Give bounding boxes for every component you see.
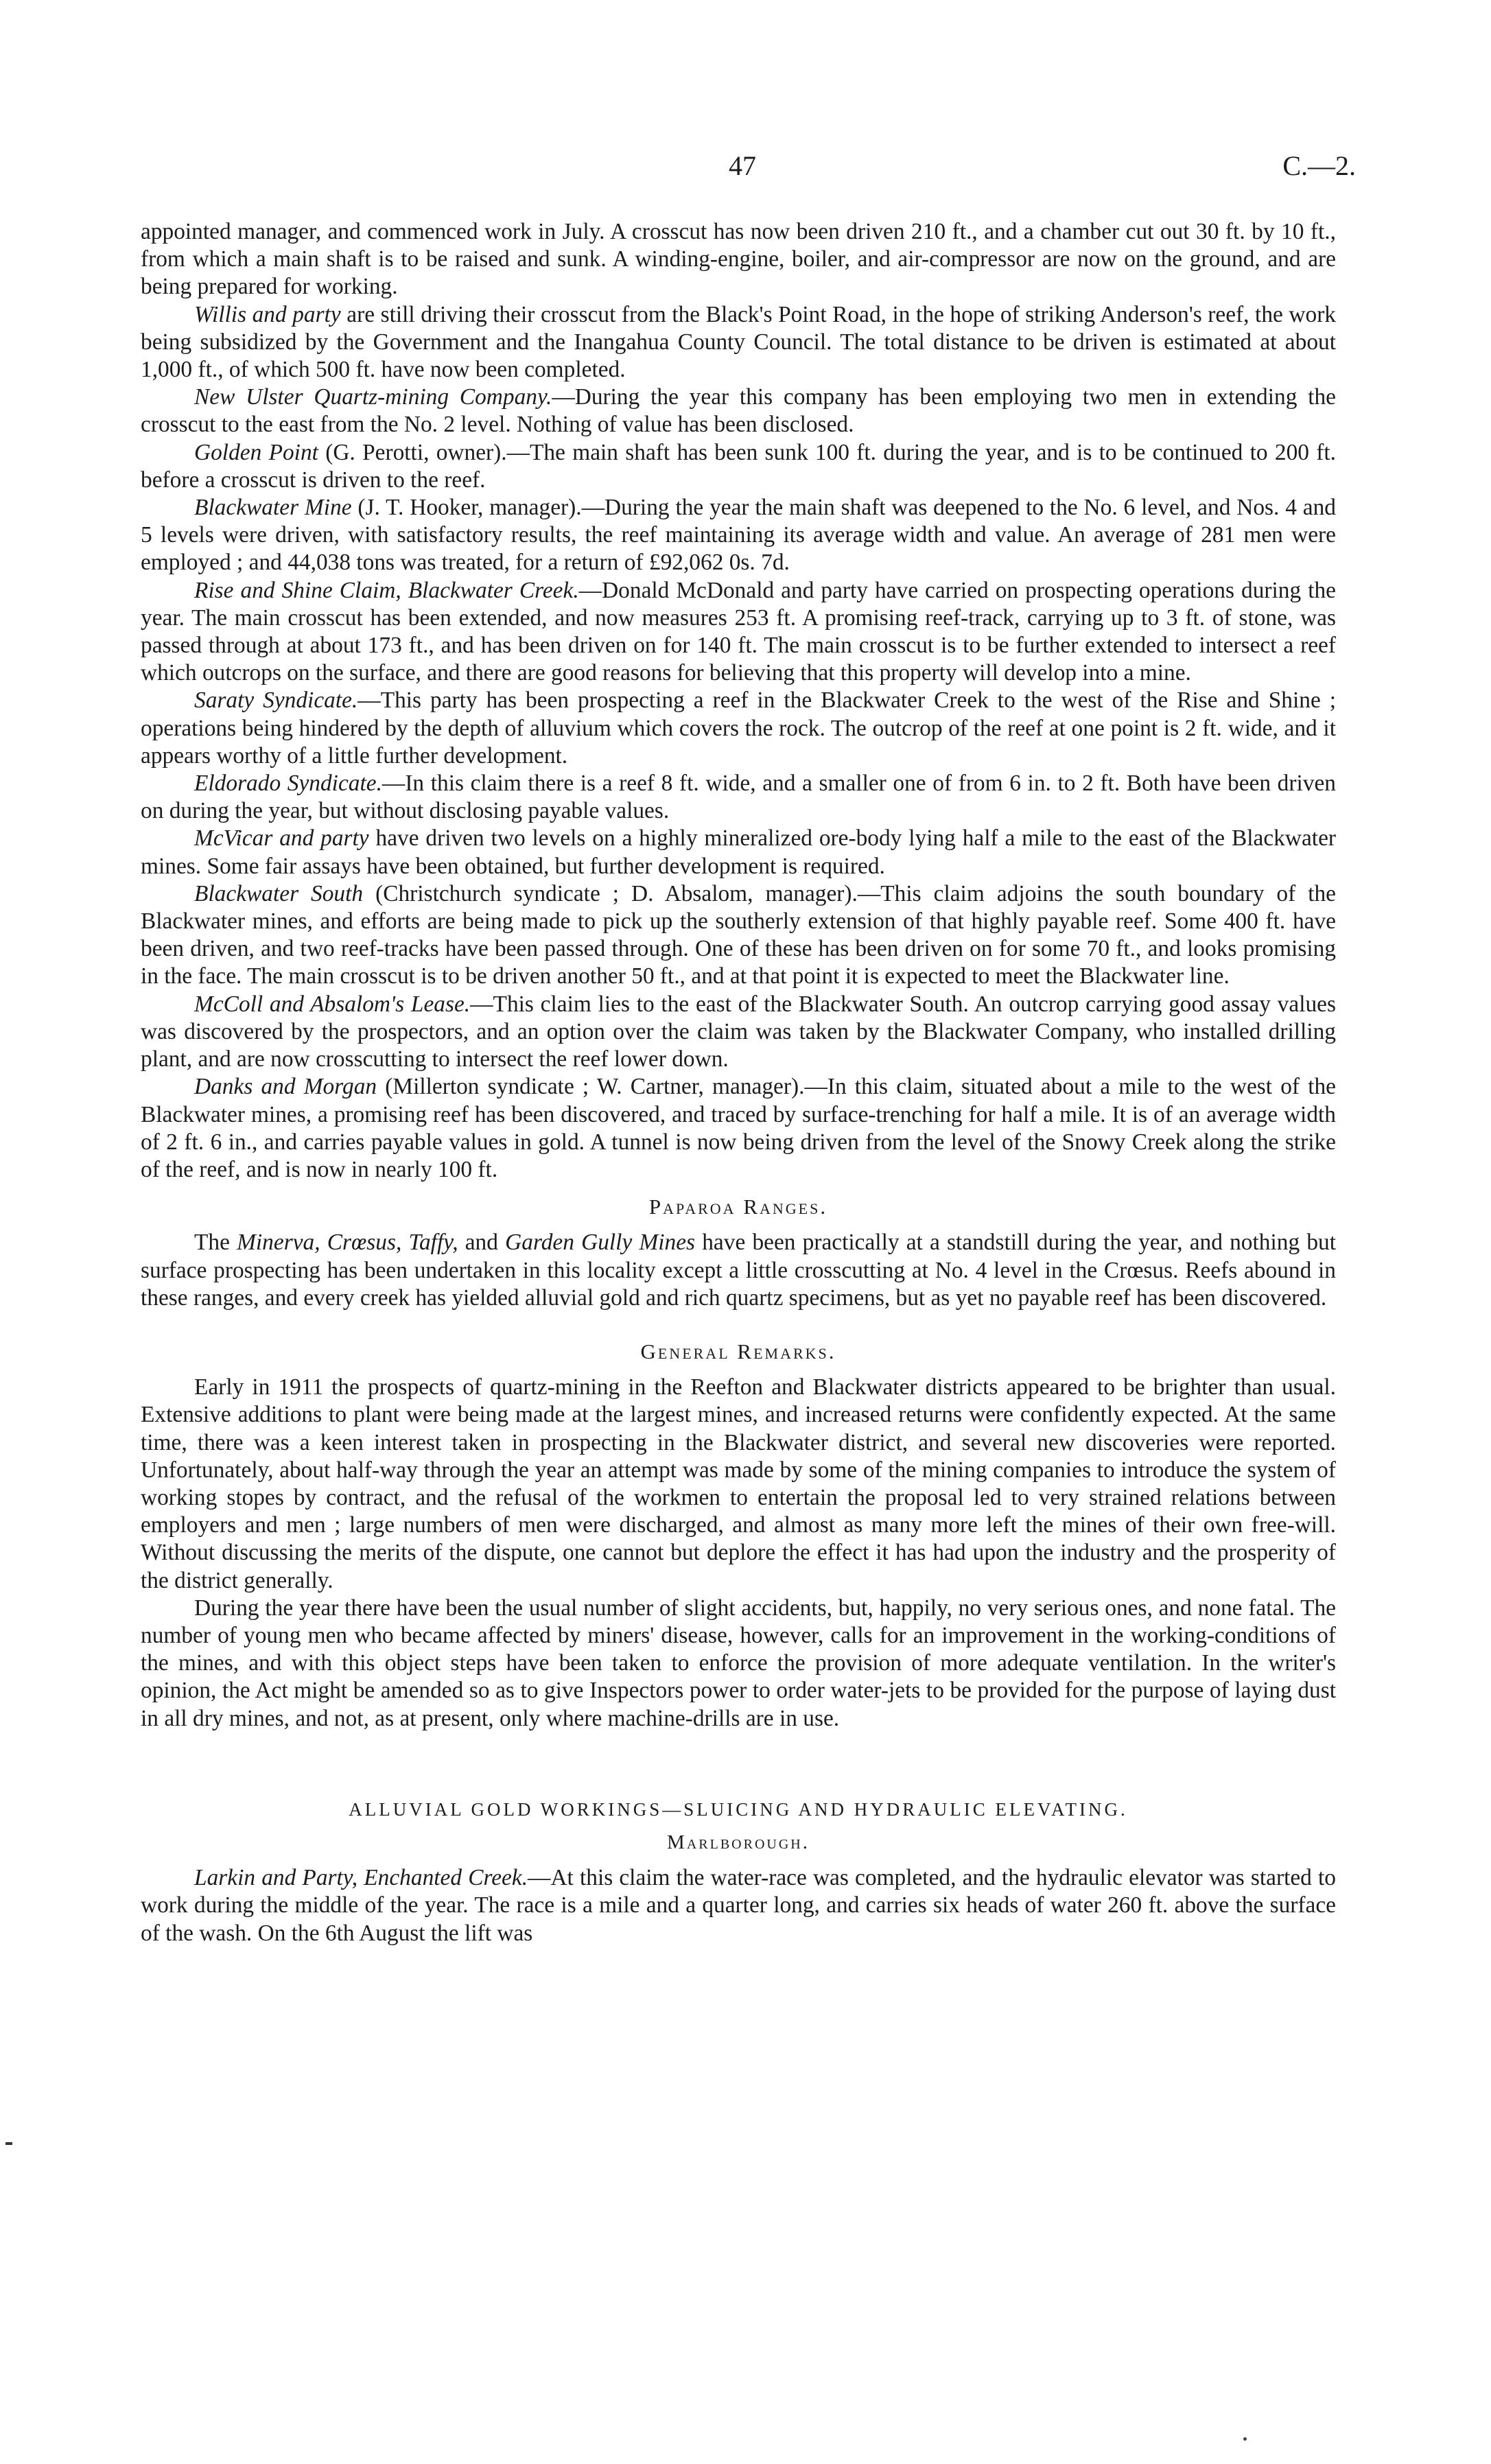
section-heading-paparoa: Paparoa Ranges. bbox=[648, 1195, 828, 1219]
paragraph-golden-point bbox=[141, 439, 1336, 494]
paragraph-text: have driven two levels on a highly mineralized ore-body lying half a mile to the east of the Blackwater mines. Some fair assays have been obtained, but further development is required. bbox=[141, 825, 1337, 879]
paragraph-lead: Blackwater Mine bbox=[194, 495, 352, 521]
paragraph-continued bbox=[141, 218, 1336, 301]
paragraph-mcvicar bbox=[141, 825, 1336, 880]
paragraph-text: During the year there have been the usual number of slight accidents, but, happily, no very serious ones, and none fatal. The number of young men who became affected by miners' disease, however, calls for an improvement in the working-conditions of the mines, and with this object steps have been taken to enforce the provision of more adequate ventilation. In the writer's opinion, the Act might be amended so as to give Inspectors power to order water-jets to be provided for the purpose of laying dust in all dry mines, and not, as at present, only where machine-drills are in use. bbox=[141, 1595, 1336, 1731]
paragraph-text: are still driving their crosscut from the Black's Point Road, in the hope of striking Anderson's reef, the work being subsidized by the Government and the Inangahua County Council. The total distance to be driven is estimated at about 1,000 ft., of which 500 ft. have now been completed. bbox=[141, 301, 1337, 383]
stray-dot-mark bbox=[1243, 2437, 1247, 2441]
paragraph-text: —This party has been prospecting a reef in the Blackwater Creek to the west of the Rise and Shine ; operations being hindered by the depth of alluvium which covers the rock. The outcrop of the reef at one point is 2 ft. wide, and it appears worthy of a little further development. bbox=[141, 688, 1336, 768]
paragraph-text: —Donald McDonald and party have carried on prospecting operations during the year. The main crosscut has been extended, and now measures 253 ft. A promising reef-track, carrying up to 3 ft. of stone, was passed through at about 173 ft., and has been driven on for 140 ft. The main crosscut is to be further extended to intersect a reef which outcrops on the surface, and there are good reasons for believing that this property will develop into a mine. bbox=[141, 577, 1336, 686]
paragraph-mccoll-absalom bbox=[141, 991, 1336, 1074]
paragraph-new-ulster bbox=[141, 384, 1336, 438]
paragraph-text: (J. T. Hooker, manager).—During the year the main shaft was deepened to the No. 6 level, and Nos. 4 and 5 levels were driven, with satisfactory results, the reef maintaining its average width and value. An average of 281 men were employed ; and 44,038 tons was treated, for a return of £92,062 0s. 7d. bbox=[141, 495, 1336, 576]
paragraph-lead: Saraty Syndicate. bbox=[194, 688, 358, 714]
section-heading-alluvial: ALLUVIAL GOLD WORKINGS—SLUICING AND HYDRAULIC ELEVATING. bbox=[349, 1798, 1128, 1820]
document-body bbox=[141, 218, 1336, 1947]
paragraph-text: —In this claim there is a reef 8 ft. wide, and a smaller one of from 6 in. to 2 ft. Both have been driven on during the year, but without disclosing payable values. bbox=[141, 771, 1336, 824]
paragraph-danks-morgan bbox=[141, 1073, 1336, 1184]
paragraph-lead: Garden Gully Mines bbox=[505, 1230, 696, 1256]
paragraph-text: appointed manager, and commenced work in July. A crosscut has now been driven 210 ft., and a chamber cut out 30 ft. by 10 ft., from which a main shaft is to be raised and sunk. A winding-engine, boiler, and air-compressor are now on the ground, and are being prepared for working. bbox=[141, 219, 1336, 300]
paragraph-text: (Millerton syndicate ; W. Cartner, manager).—In this claim, situated about a mile to the west of the Blackwater mines, a promising reef has been discovered, and traced by surface-trenching for half a mile. It is of an average width of 2 ft. 6 in., and carries payable values in gold. A tunnel is now being driven from the level of the Snowy Creek along the strike of the reef, and is now in nearly 100 ft. bbox=[141, 1074, 1337, 1182]
paragraph-willis bbox=[141, 301, 1336, 384]
paragraph-lead: Larkin and Party, Enchanted Creek. bbox=[194, 1865, 528, 1891]
section-heading-general-remarks: General Remarks. bbox=[640, 1339, 836, 1363]
paragraph-eldorado bbox=[141, 770, 1336, 825]
paragraph-paparoa bbox=[141, 1229, 1336, 1312]
series-reference: C.—2. bbox=[1282, 150, 1356, 181]
paragraph-lead: Danks and Morgan bbox=[194, 1074, 377, 1100]
subheading-marlborough: Marlborough. bbox=[667, 1831, 810, 1853]
paragraph-text: —During the year this company has been employing two men in extending the crosscut to the east from the No. 2 level. Nothing of value has been disclosed. bbox=[141, 384, 1336, 438]
paragraph-blackwater-mine bbox=[141, 494, 1336, 577]
paragraph-blackwater-south bbox=[141, 880, 1336, 991]
paragraph-text: Early in 1911 the prospects of quartz-mining in the Reefton and Blackwater districts appeared to be brighter than usual. Extensive additions to plant were being made at the largest mines, and increased returns were confidently expected. At the same time, there was a keen interest taken in prospecting in the Blackwater district, and several new discoveries were reported. Unfortunately, about half-way through the year an attempt was made by some of the mining companies to introduce the system of working stopes by contract, and the refusal of the workmen to entertain the proposal led to very strained relations between employers and men ; large numbers of men were discharged, and almost as many more left the mines of their own free-will. Without discussing the merits of the dispute, one cannot but deplore the effect it has had upon the industry and the prosperity of the district generally. bbox=[141, 1374, 1336, 1593]
paragraph-general-remarks-2 bbox=[141, 1595, 1336, 1733]
paragraph-text: and bbox=[458, 1230, 506, 1256]
paragraph-saraty bbox=[141, 687, 1336, 770]
paragraph-lead: Minerva, Crœsus, Taffy, bbox=[237, 1230, 458, 1256]
margin-mark bbox=[5, 2142, 12, 2145]
paragraph-lead: Willis and party bbox=[194, 301, 341, 327]
paragraph-general-remarks-1 bbox=[141, 1374, 1336, 1595]
paragraph-text: The bbox=[194, 1230, 237, 1256]
paragraph-text: (G. Perotti, owner).—The main shaft has been sunk 100 ft. during the year, and is to be continued to 200 ft. before a crosscut is driven to the reef. bbox=[141, 439, 1336, 493]
paragraph-lead: Golden Point bbox=[194, 439, 318, 465]
paragraph-lead: McColl and Absalom's Lease. bbox=[194, 991, 471, 1017]
paragraph-text: (Christchurch syndicate ; D. Absalom, manager).—This claim adjoins the south boundary of the Blackwater mines, and efforts are being made to pick up the southerly extension of that highly payable reef. Some 400 ft. have been driven, and two reef-tracks have been passed through. One of these has been driven on for some 70 ft., and looks promising in the face. The main crosscut is to be driven another 50 ft., and at that point it is expected to meet the Blackwater line. bbox=[141, 880, 1336, 989]
paragraph-lead: New Ulster Quartz-mining Company. bbox=[194, 384, 552, 410]
paragraph-lead: Blackwater South bbox=[194, 880, 364, 906]
paragraph-larkin bbox=[141, 1864, 1336, 1947]
paragraph-text: —This claim lies to the east of the Blackwater South. An outcrop carrying good assay values was discovered by the prospectors, and an option over the claim was taken by the Blackwater Company, who installed drilling plant, and are now crosscutting to intersect the reef lower down. bbox=[141, 991, 1336, 1072]
paragraph-text: have been practically at a standstill during the year, and nothing but surface prospecting has been undertaken in this locality except a little crosscutting at No. 4 level in the Crœsus. Reefs abound in these ranges, and every creek has yielded alluvial gold and rich quartz specimens, but as yet no payable reef has been discovered. bbox=[141, 1230, 1336, 1311]
page-header bbox=[0, 150, 1491, 191]
paragraph-lead: Rise and Shine Claim, Blackwater Creek. bbox=[194, 577, 579, 603]
paragraph-text: —At this claim the water-race was completed, and the hydraulic elevator was started to work during the middle of the year. The race is a mile and a quarter long, and carries six heads of water 260 ft. above the surface of the wash. On the 6th August the lift was bbox=[141, 1865, 1336, 1946]
page-number: 47 bbox=[729, 150, 756, 181]
paragraph-lead: McVicar and party bbox=[194, 825, 369, 852]
paragraph-lead: Eldorado Syndicate. bbox=[194, 771, 382, 797]
paragraph-rise-and-shine bbox=[141, 577, 1336, 688]
